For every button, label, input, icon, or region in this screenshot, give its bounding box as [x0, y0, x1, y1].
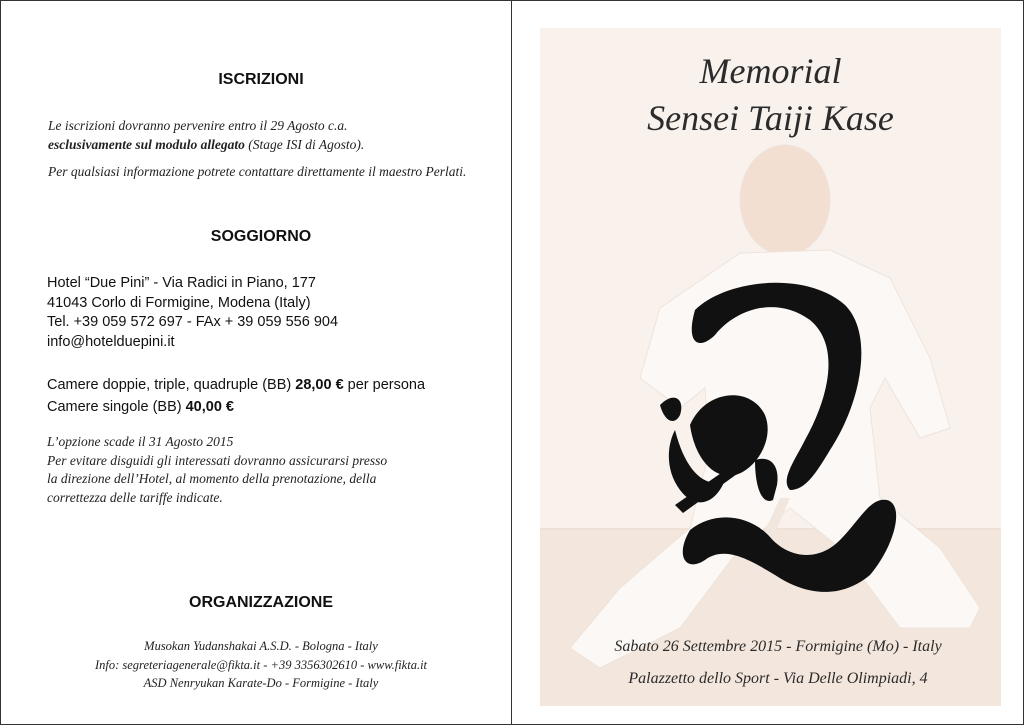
inside-page [0, 0, 511, 725]
cover-title-line-2: Sensei Taiji Kase [647, 98, 894, 138]
calligraphy-brush-stroke [655, 275, 915, 605]
organizzazione-heading: ORGANIZZAZIONE [189, 594, 333, 611]
iscrizioni-heading: ISCRIZIONI [218, 71, 304, 88]
organizer-line-3: ASD Nenryukan Karate-Do - Formigine - Italy [143, 676, 379, 690]
hotel-name-line: Hotel “Due Pini” - Via Radici in Piano, 177 [47, 275, 316, 291]
room-rate-double-suffix: per persona [343, 377, 426, 393]
iscrizioni-form-requirement: esclusivamente sul modulo allegato [48, 137, 245, 152]
hotel-city-line: 41043 Corlo di Formigine, Modena (Italy) [47, 294, 311, 311]
room-rates [47, 374, 497, 418]
hotel-phone-line: Tel. +39 059 572 697 - FAx + 39 059 556 904 [47, 314, 339, 330]
hotel-email: info@hotelduepini.it [47, 333, 175, 350]
organizer-line-1: Musokan Yudanshakai A.S.D. - Bologna - Italy [144, 639, 378, 653]
hotel-address [47, 274, 487, 352]
event-date-line: Sabato 26 Settembre 2015 - Formigine (Mo) - Italy [614, 638, 942, 655]
notice-line-2: Per evitare disguidi gli interessati dovranno assicurarsi presso [47, 452, 388, 468]
cover-title-line-1: Memorial [699, 51, 842, 91]
iscrizioni-body [48, 116, 488, 189]
notice-line-4: correttezza delle tariffe indicate. [47, 489, 223, 505]
room-rate-double-label: Camere doppie, triple, quadruple (BB) [47, 377, 296, 393]
organizer-line-2: Info: segreteriagenerale@fikta.it - +39 3356302610 - www.fikta.it [94, 657, 428, 672]
room-rate-double [47, 374, 497, 396]
organizzazione-body [0, 637, 522, 693]
iscrizioni-stage-note: (Stage ISI di Agosto). [244, 137, 365, 152]
notice-line-1: L’opzione scade il 31 Agosto 2015 [47, 434, 234, 449]
room-rate-single [47, 396, 497, 418]
soggiorno-heading: SOGGIORNO [210, 228, 312, 245]
event-venue-line: Palazzetto dello Sport - Via Delle Olimpiadi, 4 [628, 670, 928, 687]
iscrizioni-deadline: Le iscrizioni dovranno pervenire entro il 29 Agosto c.a. [48, 118, 348, 133]
fold-line [511, 0, 512, 725]
room-rate-single-label: Camere singole (BB) [47, 399, 186, 415]
iscrizioni-paragraph-2: Per qualsiasi informazione potrete contattare direttamente il maestro Perlati. [48, 164, 467, 179]
room-rate-double-price: 28,00 € [295, 377, 344, 393]
notice-line-3: la direzione dell’Hotel, al momento della prenotazione, della [47, 471, 377, 486]
booking-notice [47, 433, 487, 507]
iscrizioni-paragraph-1 [48, 116, 488, 154]
room-rate-single-price: 40,00 € [185, 399, 234, 415]
